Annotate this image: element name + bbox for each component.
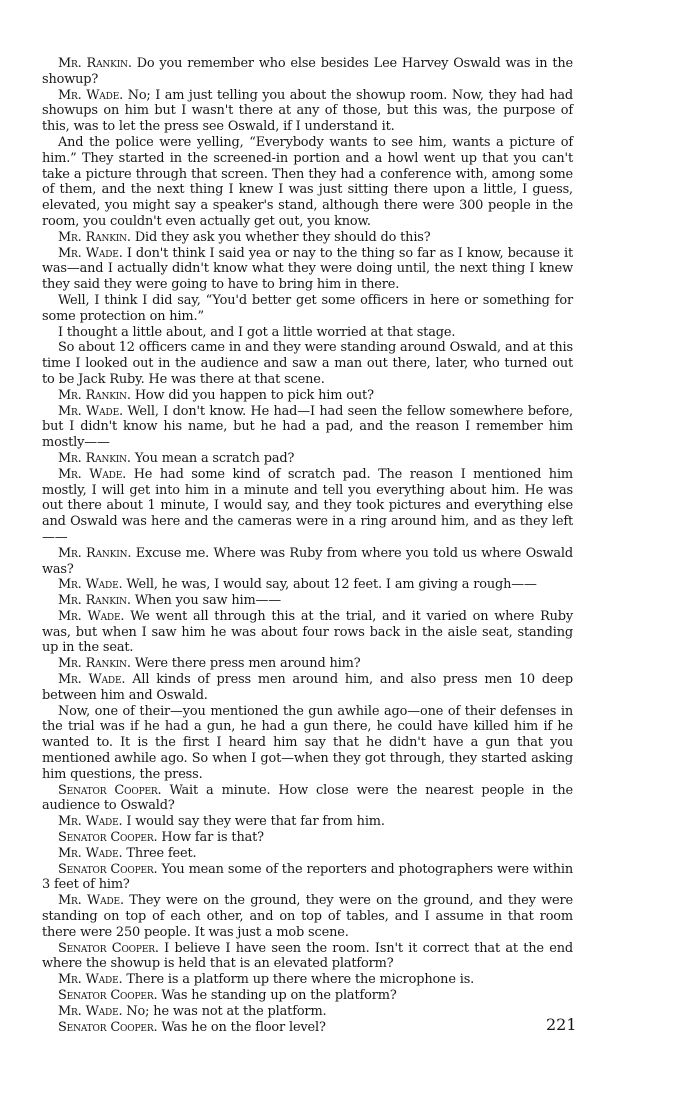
paragraph-text: Do you remember who else besides Lee Harvey Oswald was in the showup? <box>42 56 573 87</box>
paragraph <box>42 672 573 704</box>
speaker-name: Senator Cooper. <box>58 861 158 877</box>
paragraph-text: We went all through this at the trial, and it varied on where Ruby was, but when I saw him he was about four rows back in the aisle seat, standing up in the seat. <box>42 608 574 656</box>
paragraph <box>42 609 573 656</box>
paragraph-text: And the police were yelling, “Everybody wants to see him, wants a picture of him.” They started in the screened-in portion and a howl went up that you can't take a picture through that screen. Then they had a conference with, among some of them, and the next thing I knew I was just sitting there upon a little, I guess, elevated, you might say a speaker's stand, although there were 300 people in the room, you couldn't even actually get out, you know. <box>42 134 573 229</box>
paragraph <box>42 293 573 325</box>
paragraph-text: Well, I don't know. He had—I had seen the fellow somewhere before, but I didn't know his name, but he had a pad, and the reason I remember him mostly—— <box>42 403 573 451</box>
paragraph-text: When you saw him—— <box>134 593 281 609</box>
paragraph-text: So about 12 officers came in and they were standing around Oswald, and at this time I looked out in the audience and saw a man out there, later, who turned out to be Jack Ruby. He was there at that scene. <box>42 340 573 387</box>
speaker-name: Mr. Wade. <box>58 245 123 261</box>
paragraph <box>42 404 573 451</box>
speaker-name: Senator Cooper. <box>58 782 162 798</box>
speaker-name: Senator Cooper. <box>58 830 158 846</box>
paragraph <box>42 546 573 578</box>
speaker-name: Mr. Rankin. <box>58 229 131 245</box>
speaker-name: Mr. Wade. <box>58 814 123 830</box>
paragraph-text: There is a platform up there where the microphone is. <box>126 972 475 988</box>
paragraph <box>42 1020 573 1036</box>
paragraph-text: All kinds of press men around him, and also press men 10 deep between him and Oswald. <box>42 672 573 703</box>
testimony-text <box>42 56 573 1035</box>
paragraph-text: Wait a minute. How close were the nearest people in the audience to Oswald? <box>42 782 573 814</box>
paragraph <box>42 56 573 88</box>
paragraph <box>42 893 573 940</box>
speaker-name: Mr. Wade. <box>58 845 123 861</box>
page-number: 221 <box>546 1015 577 1034</box>
speaker-name: Mr. Wade. <box>58 672 126 688</box>
speaker-name: Mr. Rankin. <box>58 450 131 466</box>
paragraph <box>42 593 573 609</box>
speaker-name: Mr. Wade. <box>58 972 123 988</box>
paragraph-text: Was he on the floor level? <box>161 1019 326 1035</box>
speaker-name: Mr. Rankin. <box>58 545 132 561</box>
paragraph <box>42 814 573 830</box>
speaker-name: Mr. Wade. <box>58 87 124 103</box>
paragraph <box>42 451 573 467</box>
paragraph-text: Did they ask you whether they should do this? <box>134 229 431 245</box>
paragraph <box>42 846 573 862</box>
speaker-name: Mr. Rankin. <box>58 593 131 609</box>
speaker-name: Mr. Wade. <box>58 466 127 482</box>
paragraph <box>42 88 573 135</box>
paragraph-text: Were there press men around him? <box>134 656 361 672</box>
paragraph-text: I thought a little about, and I got a little worried at that stage. <box>58 324 456 340</box>
paragraph <box>42 246 573 293</box>
paragraph-text: Now, one of their—you mentioned the gun awhile ago—one of their defenses in the trial was if he had a gun, he had a gun there, he could have killed him if he wanted to. It is the first I heard him say that he didn't have a gun that you mentioned awhile ago. So when I got—when they got through, they started asking him questions, the press. <box>42 703 573 782</box>
speaker-name: Senator Cooper. <box>58 940 159 956</box>
speaker-name: Mr. Wade. <box>58 608 125 624</box>
paragraph <box>42 830 573 846</box>
paragraph-text: He had some kind of scratch pad. The reason I mentioned him mostly, I will get into him in a minute and tell you everything about him. He was out there about 1 minute, I would say, and they took pictures and everything else and Oswald was here and the cameras were in a ring around him, and as they left—— <box>42 466 573 545</box>
speaker-name: Mr. Rankin. <box>58 656 131 672</box>
paragraph-text: I don't think I said yea or nay to the thing so far as I know, because it was—and I actually didn't know what they were doing until, the next thing I knew they said they were going to have to bring him in there. <box>42 245 574 293</box>
paragraph-text: Three feet. <box>126 845 197 861</box>
paragraph-text: No; I am just telling you about the showup room. Now, they had had showups on him but I wasn't there at any of those, but this was, the purpose of this, was to let the press see Oswald, if I understand it. <box>42 87 573 135</box>
speaker-name: Mr. Wade. <box>58 403 123 419</box>
paragraph <box>42 704 573 783</box>
paragraph-text: How far is that? <box>161 830 264 846</box>
speaker-name: Mr. Rankin. <box>58 56 132 71</box>
paragraph <box>42 862 573 894</box>
paragraph-text: You mean some of the reporters and photographers were within 3 feet of him? <box>42 861 573 893</box>
paragraph-text: No; he was not at the platform. <box>126 1003 327 1019</box>
paragraph <box>42 325 573 341</box>
paragraph <box>42 783 573 815</box>
paragraph-text: I believe I have seen the room. Isn't it correct that at the end where the showup is held that is an elevated platform? <box>42 940 573 972</box>
paragraph-text: Well, I think I did say, “You'd better get some officers in here or something for some protection on him.” <box>42 292 573 324</box>
speaker-name: Mr. Rankin. <box>58 387 131 403</box>
paragraph-text: You mean a scratch pad? <box>134 450 295 466</box>
paragraph <box>42 340 573 387</box>
paragraph <box>42 230 573 246</box>
paragraph <box>42 135 573 230</box>
speaker-name: Senator Cooper. <box>58 1019 158 1035</box>
paragraph-text: How did you happen to pick him out? <box>134 387 374 403</box>
paragraph <box>42 941 573 973</box>
paragraph-text: Well, he was, I would say, about 12 feet. I am giving a rough—— <box>126 577 537 593</box>
speaker-name: Mr. Wade. <box>58 577 123 593</box>
paragraph-text: They were on the ground, they were on the ground, and they were standing on top of each other, and on top of tables, and I assume in that room there were 250 people. It was just a mob scene. <box>42 893 573 940</box>
paragraph-text: Excuse me. Where was Ruby from where you told us where Oswald was? <box>42 545 573 577</box>
speaker-name: Mr. Wade. <box>58 893 124 909</box>
paragraph <box>42 988 573 1004</box>
paragraph <box>42 972 573 988</box>
paragraph-text: I would say they were that far from him. <box>126 814 385 830</box>
paragraph-text: Was he standing up on the platform? <box>161 988 397 1004</box>
speaker-name: Mr. Wade. <box>58 1003 123 1019</box>
paragraph <box>42 577 573 593</box>
paragraph <box>42 467 573 546</box>
paragraph <box>42 1004 573 1020</box>
paragraph <box>42 656 573 672</box>
paragraph <box>42 388 573 404</box>
speaker-name: Senator Cooper. <box>58 988 158 1004</box>
